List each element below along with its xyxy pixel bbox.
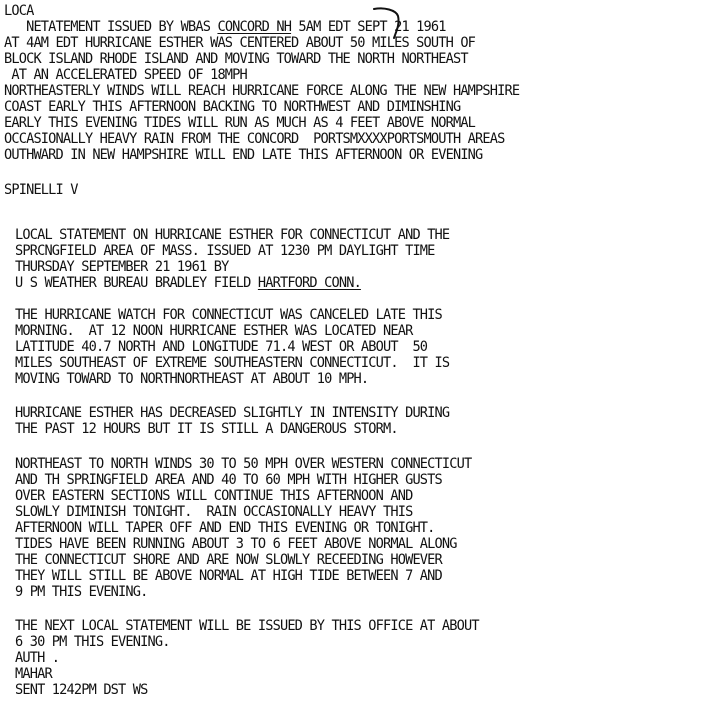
- hartford-office-line: [15, 275, 361, 291]
- concord-line: AT AN ACCELERATED SPEED OF 18MPH: [4, 67, 247, 83]
- hartford-paragraph-2-line: HURRICANE ESTHER HAS DECREASED SLIGHTLY IN INTENSITY DURING: [15, 405, 450, 421]
- hartford-paragraph-3-line: THE CONNECTICUT SHORE AND ARE NOW SLOWLY RECEEDING HOWEVER: [15, 552, 442, 568]
- hartford-paragraph-4-line: 6 30 PM THIS EVENING.: [15, 634, 170, 650]
- concord-line: OUTHWARD IN NEW HAMPSHIRE WILL END LATE THIS AFTERNOON OR EVENING: [4, 147, 483, 163]
- hartford-paragraph-1-line: MORNING. AT 12 NOON HURRICANE ESTHER WAS LOCATED NEAR: [15, 323, 413, 339]
- hartford-paragraph-3-line: THEY WILL STILL BE ABOVE NORMAL AT HIGH TIDE BETWEEN 7 AND: [15, 568, 442, 584]
- hartford-paragraph-3-line: AND TH SPRINGFIELD AREA AND 40 TO 60 MPH WITH HIGHER GUSTS: [15, 472, 442, 488]
- concord-intro-after: 5AM EDT SEPT 21 1961: [291, 19, 446, 35]
- hartford-office-underlined: HARTFORD CONN.: [257, 275, 361, 291]
- concord-line: BLOCK ISLAND RHODE ISLAND AND MOVING TOWARD THE NORTH NORTHEAST: [4, 51, 468, 67]
- hartford-sign-off-line: AUTH .: [15, 650, 60, 666]
- hartford-header-line: SPRCNGFIELD AREA OF MASS. ISSUED AT 1230 PM DAYLIGHT TIME: [15, 243, 435, 259]
- hartford-paragraph-4-line: THE NEXT LOCAL STATEMENT WILL BE ISSUED BY THIS OFFICE AT ABOUT: [15, 618, 479, 634]
- hartford-header-line: THURSDAY SEPTEMBER 21 1961 BY: [15, 259, 229, 275]
- concord-line: NORTHEASTERLY WINDS WILL REACH HURRICANE FORCE ALONG THE NEW HAMPSHIRE: [4, 83, 520, 99]
- hartford-sign-off-line: MAHAR: [15, 666, 52, 682]
- hartford-paragraph-3-line: SLOWLY DIMINISH TONIGHT. RAIN OCCASIONALLY HEAVY THIS: [15, 504, 413, 520]
- hartford-paragraph-3-line: NORTHEAST TO NORTH WINDS 30 TO 50 MPH OVER WESTERN CONNECTICUT: [15, 456, 472, 472]
- hartford-paragraph-1-line: THE HURRICANE WATCH FOR CONNECTICUT WAS CANCELED LATE THIS: [15, 307, 442, 323]
- hartford-paragraph-1-line: LATITUDE 40.7 NORTH AND LONGITUDE 71.4 WEST OR ABOUT 50: [15, 339, 428, 355]
- concord-line: OCCASIONALLY HEAVY RAIN FROM THE CONCORD PORTSMXXXXPORTSMOUTH AREAS: [4, 131, 505, 147]
- hartford-paragraph-3-line: TIDES HAVE BEEN RUNNING ABOUT 3 TO 6 FEET ABOVE NORMAL ALONG: [15, 536, 457, 552]
- concord-office-underlined: CONCORD NH: [217, 19, 292, 35]
- hartford-office-before: U S WEATHER BUREAU BRADLEY FIELD: [15, 275, 258, 291]
- concord-heading: LOCA: [4, 3, 34, 19]
- hartford-paragraph-3-line: 9 PM THIS EVENING.: [15, 584, 148, 600]
- hartford-paragraph-3-line: OVER EASTERN SECTIONS WILL CONTINUE THIS AFTERNOON AND: [15, 488, 413, 504]
- hartford-paragraph-2-line: THE PAST 12 HOURS BUT IT IS STILL A DANGEROUS STORM.: [15, 421, 398, 437]
- hartford-paragraph-1-line: MOVING TOWARD TO NORTHNORTHEAST AT ABOUT 10 MPH.: [15, 371, 369, 387]
- concord-signature: SPINELLI V: [4, 182, 78, 198]
- hartford-header-line: LOCAL STATEMENT ON HURRICANE ESTHER FOR CONNECTICUT AND THE: [15, 227, 450, 243]
- concord-line: AT 4AM EDT HURRICANE ESTHER WAS CENTERED ABOUT 50 MILES SOUTH OF: [4, 35, 476, 51]
- concord-intro-before: NETATEMENT ISSUED BY WBAS: [4, 19, 218, 35]
- hartford-paragraph-1-line: MILES SOUTHEAST OF EXTREME SOUTHEASTERN CONNECTICUT. IT IS: [15, 355, 450, 371]
- concord-line: COAST EARLY THIS AFTERNOON BACKING TO NORTHWEST AND DIMINSHING: [4, 99, 461, 115]
- hartford-paragraph-3-line: AFTERNOON WILL TAPER OFF AND END THIS EVENING OR TONIGHT.: [15, 520, 435, 536]
- hartford-sign-off-line: SENT 1242PM DST WS: [15, 682, 148, 698]
- concord-line: EARLY THIS EVENING TIDES WILL RUN AS MUCH AS 4 FEET ABOVE NORMAL: [4, 115, 476, 131]
